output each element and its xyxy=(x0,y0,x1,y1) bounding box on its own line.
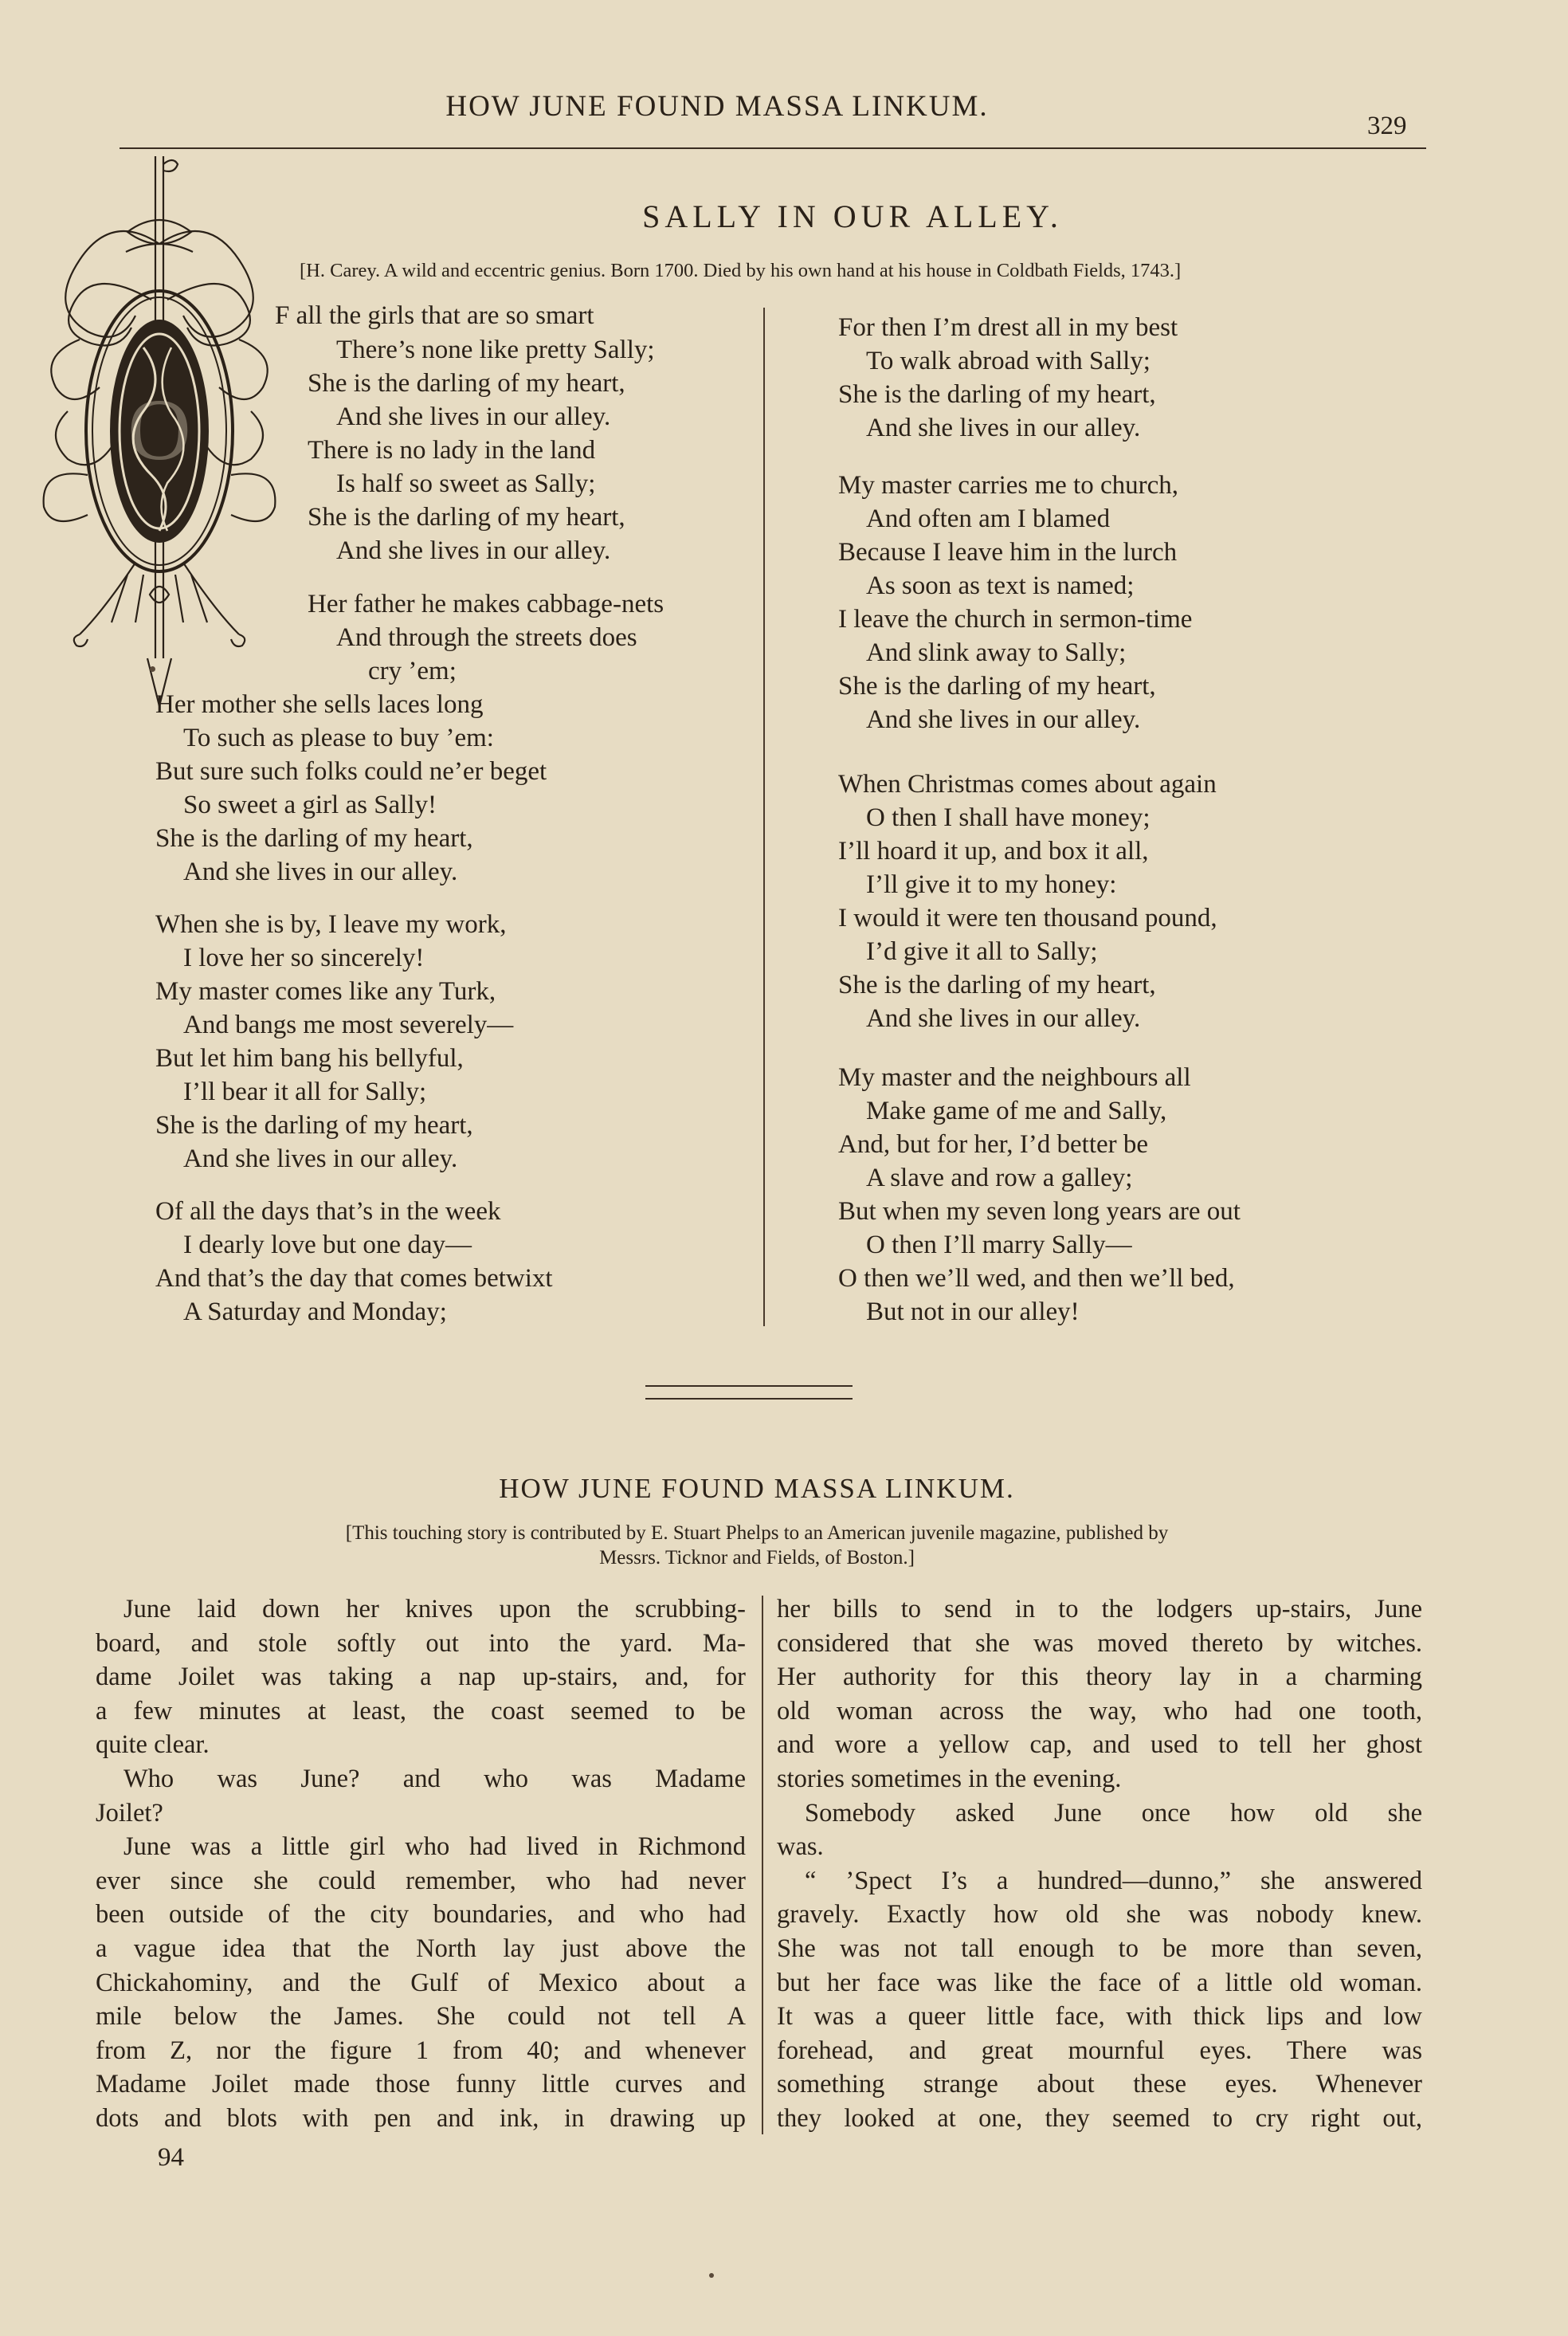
story-line: board, and stole softly out into the yard. Ma- xyxy=(96,1628,746,1658)
poem-line: I’ll give it to my honey: xyxy=(866,870,1117,899)
story-line: ever since she could remember, who had never xyxy=(96,1866,746,1895)
poem-line: When Christmas comes about again xyxy=(838,770,1217,799)
header-rule xyxy=(120,147,1426,149)
poem-line: She is the darling of my heart, xyxy=(155,824,473,853)
poem-line: My master carries me to church, xyxy=(838,471,1179,500)
story-note-line: Messrs. Ticknor and Fields, of Boston.] xyxy=(599,1547,915,1568)
story-note xyxy=(179,1521,1335,1570)
story-line: dame Joilet was taking a nap up-stairs, and, for xyxy=(96,1663,746,1692)
poem-line: And, but for her, I’d better be xyxy=(838,1130,1149,1159)
poem-line: To such as please to buy ’em: xyxy=(183,724,494,752)
story-line: dots and blots with pen and ink, in drawing up xyxy=(96,2104,746,2133)
signature-mark: 94 xyxy=(158,2143,184,2172)
poem-line: She is the darling of my heart, xyxy=(838,380,1156,409)
poem-line: And often am I blamed xyxy=(866,504,1111,533)
poem-line: And she lives in our alley. xyxy=(866,414,1141,442)
poem-line: And she lives in our alley. xyxy=(866,705,1141,734)
poem-line: Because I leave him in the lurch xyxy=(838,538,1178,567)
story-line: something strange about these eyes. Whenever xyxy=(777,2070,1422,2099)
poem-line: F all the girls that are so smart xyxy=(275,301,594,330)
story-line: from Z, nor the figure 1 from 40; and whenever xyxy=(96,2036,746,2065)
poem-line: I’ll bear it all for Sally; xyxy=(183,1078,427,1106)
poem-line: O then I shall have money; xyxy=(866,803,1151,832)
poem-line: And slink away to Sally; xyxy=(866,638,1127,667)
poem-line: And she lives in our alley. xyxy=(183,1144,458,1173)
story-line: quite clear. xyxy=(96,1730,210,1760)
poem-line: I dearly love but one day— xyxy=(183,1231,472,1259)
poem-column-rule xyxy=(763,308,765,1326)
poem-line: For then I’m drest all in my best xyxy=(838,313,1178,342)
poem-line: She is the darling of my heart, xyxy=(838,971,1156,999)
svg-text:O: O xyxy=(127,381,191,478)
poem-line: But not in our alley! xyxy=(866,1298,1080,1326)
story-title: HOW JUNE FOUND MASSA LINKUM. xyxy=(499,1473,1015,1504)
poem-line: I’ll hoard it up, and box it all, xyxy=(838,837,1149,866)
poem-line: And she lives in our alley. xyxy=(866,1004,1141,1033)
section-divider xyxy=(645,1385,853,1400)
poem-line: To walk abroad with Sally; xyxy=(866,347,1151,375)
story-line: She was not tall enough to be more than seven, xyxy=(777,1934,1422,1963)
story-line: It was a queer little face, with thick lips and low xyxy=(777,2002,1422,2032)
poem-line: But let him bang his bellyful, xyxy=(155,1044,464,1073)
poem-line: cry ’em; xyxy=(368,657,457,685)
story-line: a few minutes at least, the coast seemed to be xyxy=(96,1696,746,1725)
ink-speck xyxy=(150,666,155,672)
poem-line: Her mother she sells laces long xyxy=(155,690,484,719)
page-number: 329 xyxy=(1367,112,1407,140)
poem-line: My master comes like any Turk, xyxy=(155,977,496,1006)
story-line: stories sometimes in the evening. xyxy=(777,1765,1122,1793)
ink-speck xyxy=(709,2273,714,2278)
poem-line: I’d give it all to Sally; xyxy=(866,937,1098,966)
poem-line: And bangs me most severely— xyxy=(183,1011,514,1039)
poem-line: Is half so sweet as Sally; xyxy=(336,469,596,498)
poem-line: A slave and row a galley; xyxy=(866,1164,1133,1192)
poem-line: And she lives in our alley. xyxy=(183,858,458,886)
poem-line: Her father he makes cabbage-nets xyxy=(308,590,664,618)
poem-line: A Saturday and Monday; xyxy=(183,1298,447,1326)
story-line: but her face was like the face of a little old woman. xyxy=(777,1968,1422,1997)
poem-line: She is the darling of my heart, xyxy=(308,369,625,398)
story-line: and wore a yellow cap, and used to tell her ghost xyxy=(777,1730,1422,1760)
poem-line: O then I’ll marry Sally— xyxy=(866,1231,1132,1259)
story-line: gravely. Exactly how old she was nobody knew. xyxy=(777,1900,1422,1930)
story-line: Chickahominy, and the Gulf of Mexico about a xyxy=(96,1968,746,1997)
ornamental-initial-o-icon xyxy=(32,148,295,706)
poem-line: I leave the church in sermon-time xyxy=(838,605,1193,634)
story-line: “ ’Spect I’s a hundred—dunno,” she answered xyxy=(805,1866,1422,1895)
poem-line: So sweet a girl as Sally! xyxy=(183,791,437,819)
poem-line: There’s none like pretty Sally; xyxy=(336,336,655,364)
story-line: old woman across the way, who had one tooth, xyxy=(777,1696,1422,1725)
story-line: her bills to send in to the lodgers up-stairs, June xyxy=(777,1595,1422,1623)
story-line: Her authority for this theory lay in a charming xyxy=(777,1663,1422,1692)
story-line: a vague idea that the North lay just above the xyxy=(96,1934,746,1963)
poem-line: My master and the neighbours all xyxy=(838,1063,1191,1092)
poem-line: She is the darling of my heart, xyxy=(155,1111,473,1140)
story-line: Somebody asked June once how old she xyxy=(805,1798,1422,1828)
story-line: mile below the James. She could not tell A xyxy=(96,2002,746,2032)
story-line: June laid down her knives upon the scrubbing- xyxy=(123,1595,746,1623)
story-line: been outside of the city boundaries, and who had xyxy=(96,1900,746,1930)
poem-line: There is no lady in the land xyxy=(308,436,596,465)
poem-line: Make game of me and Sally, xyxy=(866,1097,1167,1125)
poem-line: And she lives in our alley. xyxy=(336,402,611,431)
story-note-line: [This touching story is contributed by E. Stuart Phelps to an American juvenile magazine, published by xyxy=(345,1522,1169,1544)
story-line: considered that she was moved thereto by witches. xyxy=(777,1628,1422,1658)
story-line: was. xyxy=(777,1832,824,1862)
poem-line: She is the darling of my heart, xyxy=(838,672,1156,701)
poem-line: I would it were ten thousand pound, xyxy=(838,904,1217,932)
poem-title: SALLY IN OUR ALLEY. xyxy=(642,198,1063,234)
poem-line: When she is by, I leave my work, xyxy=(155,910,507,939)
running-head: HOW JUNE FOUND MASSA LINKUM. xyxy=(445,90,989,123)
story-column-rule xyxy=(762,1596,763,2134)
poem-line: She is the darling of my heart, xyxy=(308,503,625,532)
poem-line: And that’s the day that comes betwixt xyxy=(155,1264,553,1293)
poem-attribution: [H. Carey. A wild and eccentric genius. Born 1700. Died by his own hand at his house in Coldbath Fields, 1743.] xyxy=(300,260,1182,281)
poem-line: But when my seven long years are out xyxy=(838,1197,1241,1226)
poem-line: Of all the days that’s in the week xyxy=(155,1197,501,1226)
story-line: forehead, and great mournful eyes. There was xyxy=(777,2036,1422,2065)
poem-line: But sure such folks could ne’er beget xyxy=(155,757,547,786)
poem-line: And through the streets does xyxy=(336,623,637,652)
story-line: Madame Joilet made those funny little curves and xyxy=(96,2070,746,2099)
poem-line: I love her so sincerely! xyxy=(183,944,425,972)
story-line: they looked at one, they seemed to cry right out, xyxy=(777,2104,1422,2133)
poem-line: O then we’ll wed, and then we’ll bed, xyxy=(838,1264,1235,1293)
poem-line: And she lives in our alley. xyxy=(336,536,611,565)
poem-line: As soon as text is named; xyxy=(866,571,1135,600)
story-line: Who was June? and who was Madame xyxy=(123,1765,746,1793)
story-line: June was a little girl who had lived in Richmond xyxy=(123,1832,746,1862)
story-line: Joilet? xyxy=(96,1798,163,1828)
